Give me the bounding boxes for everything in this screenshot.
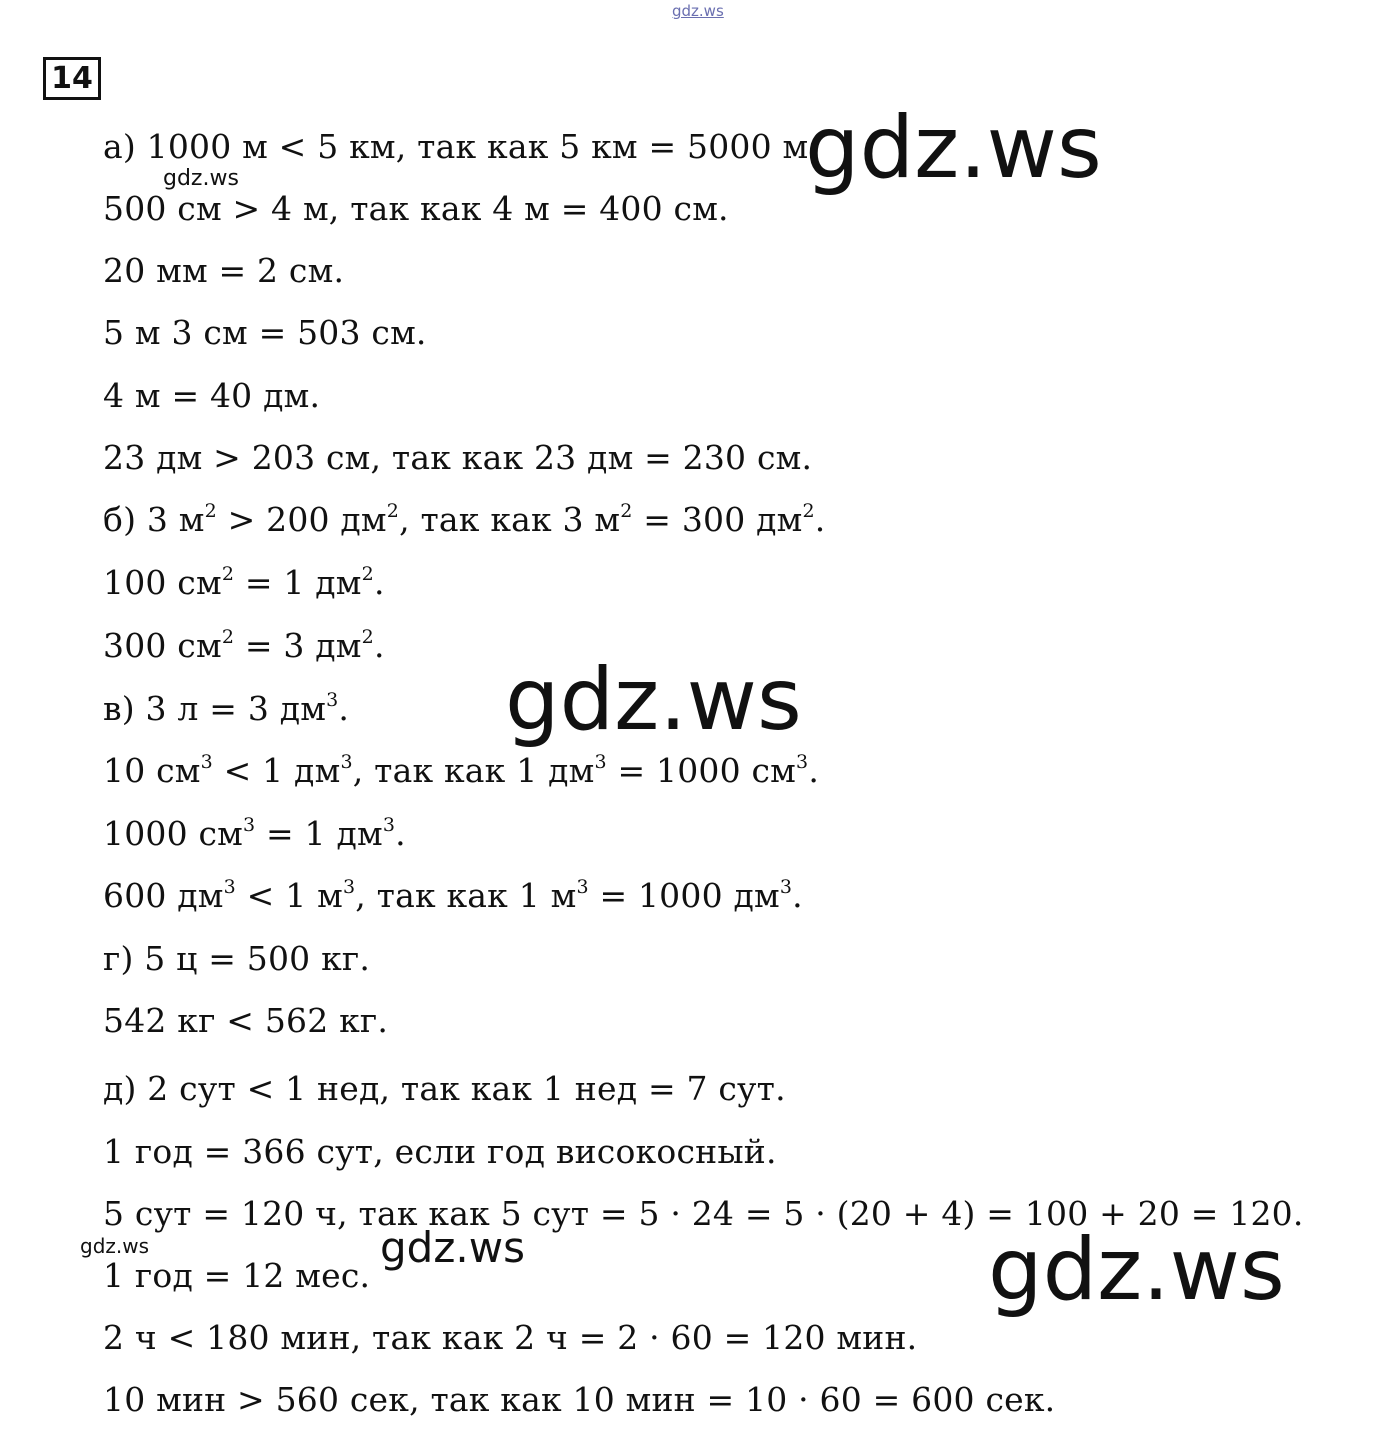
solution-line: 1 год = 366 сут, если год високосный.	[103, 1132, 777, 1171]
exponent: 2	[361, 626, 374, 648]
exponent: 2	[620, 500, 633, 522]
exponent: 3	[340, 751, 353, 773]
solution-line: 100 $см^2 = 1$ $дм^2$.	[103, 563, 385, 602]
exponent: 2	[221, 626, 235, 648]
solution-line: б) 3 $м^2 > 200$ $дм^2$, так как 3 $м^2 = 300$ $дм^2$.	[103, 500, 826, 539]
watermark-large: gdz.ws	[505, 650, 802, 750]
solution-line: в) 3 л = 3 $дм^3$.	[103, 689, 350, 728]
exponent: 3	[382, 814, 396, 836]
watermark-small: gdz.ws	[80, 1234, 150, 1258]
exponent: 3	[576, 876, 589, 898]
solution-line: 23 дм > 203 см, так как 23 дм = 230 см.	[103, 438, 813, 477]
solution-line: 4 м = 40 дм.	[103, 376, 321, 415]
solution-line: 1 год = 12 мес.	[103, 1256, 371, 1295]
exponent: 3	[594, 751, 607, 773]
solution-line: 542 кг < 562 кг.	[103, 1001, 389, 1040]
exponent: 3	[796, 751, 809, 773]
exponent: 3	[200, 751, 213, 773]
solution-line: 20 мм = 2 см.	[103, 251, 345, 290]
exponent: 3	[223, 876, 236, 898]
exponent: 2	[221, 563, 235, 585]
solution-line: 2 ч < 180 мин, так как 2 ч = 2 · 60 = 120 мин.	[103, 1318, 918, 1357]
exponent: 3	[342, 876, 356, 898]
watermark-small: gdz.ws	[163, 166, 239, 191]
exponent: 3	[779, 876, 793, 898]
exponent: 2	[361, 563, 374, 585]
task-number-badge	[43, 57, 101, 100]
solution-line: 10 $см^3 < 1$ $дм^3$, так как 1 $дм^3 = 1000$ $см^3$.	[103, 751, 820, 790]
solution-line: 1000 $см^3 = 1$ $дм^3$.	[103, 814, 406, 853]
solution-line: 300 $см^2 = 3$ $дм^2$.	[103, 626, 385, 665]
solution-line: д) 2 сут < 1 нед, так как 1 нед = 7 сут.	[103, 1069, 786, 1108]
solution-line: 600 $дм^3 < 1$ $м^3$, так как 1 $м^3 = 1000$ $дм^3$.	[103, 876, 803, 915]
solution-line: а) 1000 м < 5 км, так как 5 км = 5000 м.	[103, 127, 820, 166]
solution-line: 10 мин > 560 сек, так как 10 мин = 10 · 60 = 600 сек.	[103, 1380, 1056, 1419]
solution-line: 500 см > 4 м, так как 4 м = 400 см.	[103, 189, 729, 228]
watermark-large: gdz.ws	[805, 98, 1102, 198]
exponent: 2	[204, 500, 217, 522]
exponent: 3	[243, 814, 256, 836]
watermark-medium: gdz.ws	[380, 1223, 525, 1272]
solution-line: 5 м 3 см = 503 см.	[103, 313, 427, 352]
site-link[interactable]: gdz.ws	[672, 2, 724, 20]
task-number: 14	[51, 61, 93, 96]
exponent: 2	[802, 500, 815, 522]
solution-line: г) 5 ц = 500 кг.	[103, 939, 371, 978]
exponent: 3	[326, 689, 339, 711]
exponent: 2	[386, 500, 400, 522]
watermark-large: gdz.ws	[988, 1220, 1285, 1320]
solution-line: 5 сут = 120 ч, так как 5 сут = 5 · 24 = 5 · (20 + 4) = 100 + 20 = 120.	[103, 1194, 1304, 1233]
